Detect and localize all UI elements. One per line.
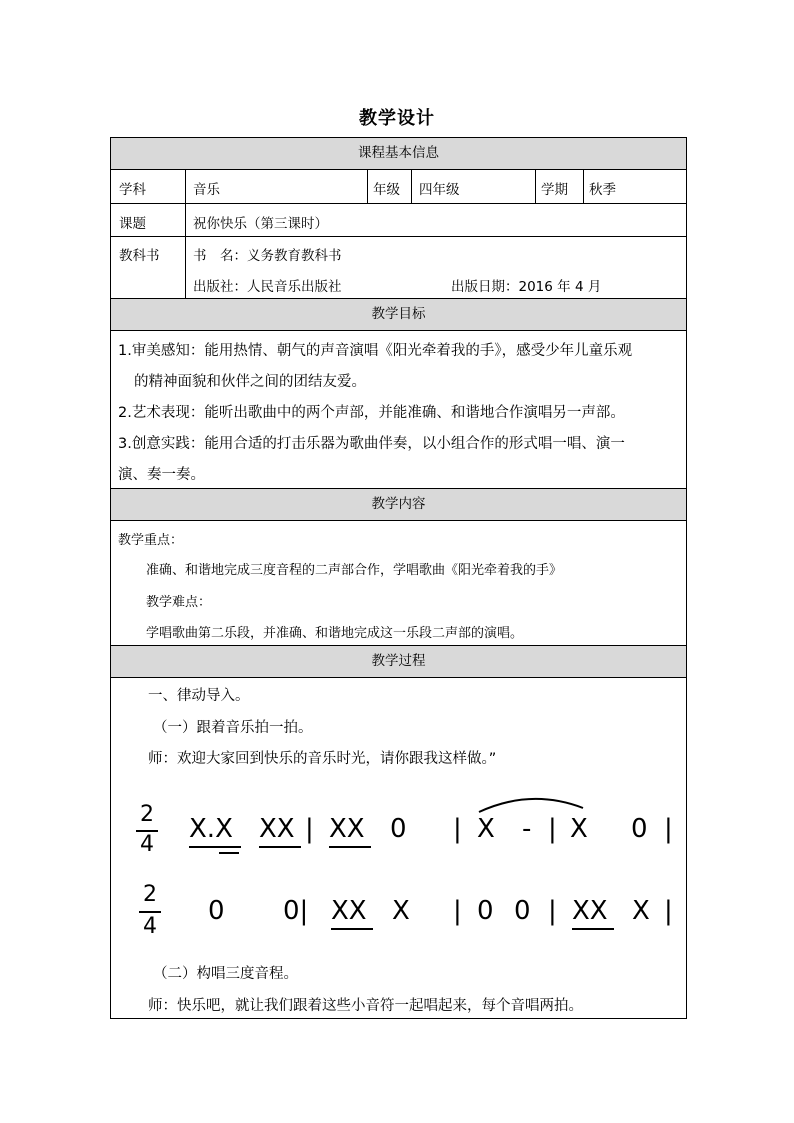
document-title: 教学设计 xyxy=(359,108,435,129)
process-step-1-1: （一）跟着音乐拍一拍。 xyxy=(153,720,313,736)
book-name: 书 名：义务教育教科书 xyxy=(193,248,342,264)
column-divider xyxy=(185,236,186,298)
rhythm-rest: 0 xyxy=(514,896,531,926)
barline: | xyxy=(548,814,557,844)
beam-underline xyxy=(219,852,239,854)
beam-underline xyxy=(329,846,371,848)
term-value: 秋季 xyxy=(589,182,616,198)
time-signature-top: 2 xyxy=(143,882,157,907)
rhythm-rest: 0 xyxy=(477,896,494,926)
goals-header: 教学目标 xyxy=(111,299,686,331)
difficult-point-text: 学唱歌曲第二乐段，并准确、和谐地完成这一乐段二声部的演唱。 xyxy=(146,626,524,641)
rhythm-note: XX xyxy=(331,896,367,926)
row-divider xyxy=(111,203,686,204)
difficult-point-label: 教学难点： xyxy=(146,595,212,610)
beam-underline xyxy=(572,928,614,930)
rhythm-dash: - xyxy=(522,814,532,844)
rhythm-rest-barline: 0| xyxy=(283,896,309,926)
goal-2: 2.艺术表现：能听出歌曲中的两个声部，并能准确、和谐地合作演唱另一声部。 xyxy=(118,405,625,421)
subject-label: 学科 xyxy=(119,182,146,198)
barline: | xyxy=(305,814,314,844)
publication-date: 出版日期：2016 年 4 月 xyxy=(451,279,602,295)
column-divider xyxy=(367,170,368,203)
barline: | xyxy=(664,814,673,844)
time-signature-top: 2 xyxy=(140,802,154,827)
beam-underline xyxy=(189,846,241,848)
grade-value: 四年级 xyxy=(419,182,460,198)
tie-arc xyxy=(477,794,585,814)
rhythm-note: XX xyxy=(329,814,365,844)
goal-3-line-2: 演、奏一奏。 xyxy=(118,467,205,483)
goal-3-line-1: 3.创意实践：能用合适的打击乐器为歌曲伴奏，以小组合作的形式唱一唱、演一 xyxy=(118,436,625,452)
time-signature-bar xyxy=(139,911,161,913)
grade-label: 年级 xyxy=(373,182,400,198)
subject-value: 音乐 xyxy=(193,182,220,198)
rhythm-note: X.X xyxy=(189,814,233,844)
rhythm-note: XX xyxy=(572,896,608,926)
process-step-1: 一、律动导入。 xyxy=(148,688,250,704)
column-divider xyxy=(583,170,584,203)
barline: | xyxy=(453,896,462,926)
teacher-line-2: 师：快乐吧，就让我们跟着这些小音符一起唱起来，每个音唱两拍。 xyxy=(148,998,583,1014)
column-divider xyxy=(535,170,536,203)
row-divider xyxy=(111,236,686,237)
rhythm-note: X xyxy=(392,896,410,926)
rhythm-rest: 0 xyxy=(631,814,648,844)
rhythm-note: X xyxy=(570,814,588,844)
rhythm-rest: 0 xyxy=(390,814,407,844)
lesson-value: 祝你快乐（第三课时） xyxy=(193,216,328,232)
lesson-label: 课题 xyxy=(119,216,146,232)
publisher: 出版社：人民音乐出版社 xyxy=(193,279,342,295)
beam-underline xyxy=(331,928,373,930)
teacher-line-1: 师：欢迎大家回到快乐的音乐时光，请你跟我这样做。” xyxy=(148,751,497,767)
goal-1-line-2: 的精神面貌和伙伴之间的团结友爱。 xyxy=(134,374,366,390)
term-label: 学期 xyxy=(541,182,568,198)
process-header: 教学过程 xyxy=(111,646,686,678)
key-point-text: 准确、和谐地完成三度音程的二声部合作，学唱歌曲《阳光牵着我的手》 xyxy=(146,563,563,578)
content-header: 教学内容 xyxy=(111,489,686,521)
time-signature-bottom: 4 xyxy=(140,832,154,857)
barline: | xyxy=(664,896,673,926)
basic-info-header: 课程基本信息 xyxy=(111,138,686,170)
lesson-design-table xyxy=(110,137,687,1019)
rhythm-note: XX xyxy=(259,814,295,844)
textbook-label: 教科书 xyxy=(119,248,160,264)
rhythm-note: X xyxy=(477,814,495,844)
rhythm-note: X xyxy=(632,896,650,926)
barline: | xyxy=(548,896,557,926)
beam-underline xyxy=(259,846,301,848)
column-divider xyxy=(411,170,412,203)
key-point-label: 教学重点： xyxy=(118,533,184,548)
goal-1-line-1: 1.审美感知：能用热情、朝气的声音演唱《阳光牵着我的手》，感受少年儿童乐观 xyxy=(118,343,633,359)
rhythm-rest: 0 xyxy=(208,896,225,926)
process-step-1-2: （二）构唱三度音程。 xyxy=(153,966,298,982)
time-signature-bottom: 4 xyxy=(143,914,157,939)
barline: | xyxy=(453,814,462,844)
